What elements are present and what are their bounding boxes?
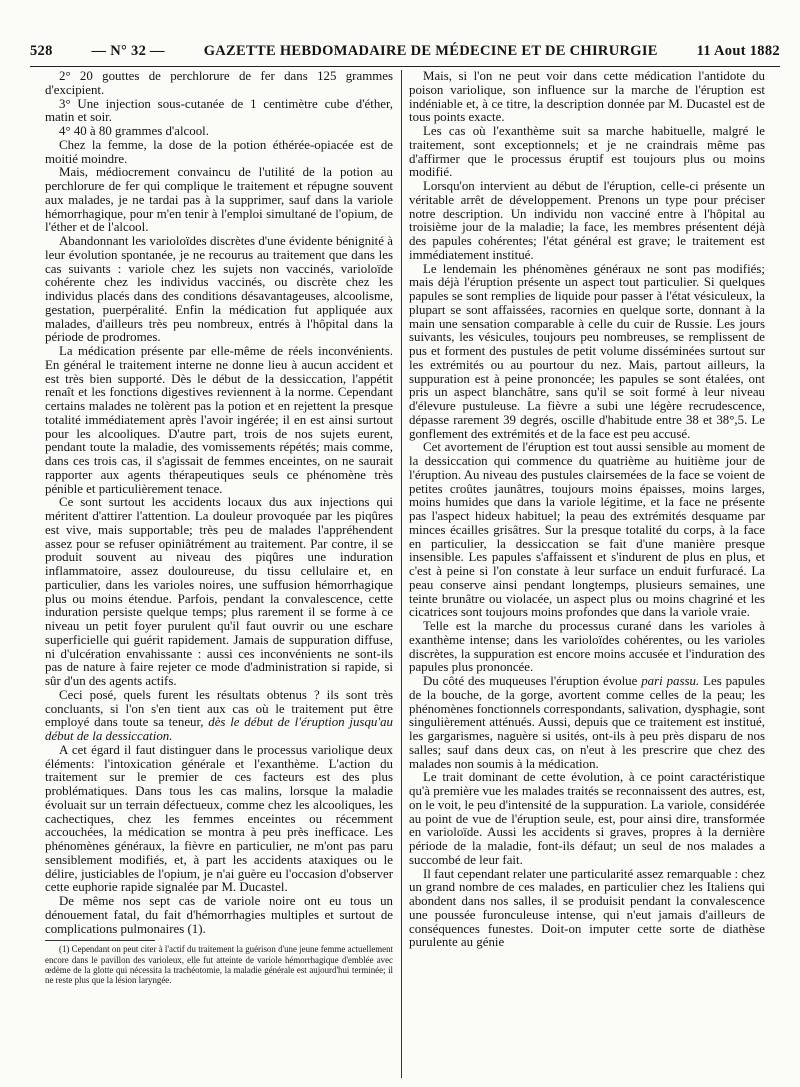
- paragraph: Chez la femme, la dose de la potion éthérée-opiacée est de moitié moindre.: [45, 137, 393, 166]
- paragraph-text: Ceci posé, quels furent les résultats obtenus ? ils sont très concluants, si l'on s'en tient aux cas où le traitement put être employé dans toute sa teneur,: [45, 687, 393, 730]
- emphasis-text: pari passu.: [641, 674, 700, 688]
- paragraph: A cet égard il faut distinguer dans le processus variolique deux éléments: l'intoxication générale et l'exanthème. L'action du traitement sur le premier de ces facteurs est des plus problématiques. Dans tous les cas malins, lorsque la maladie évoluait sur un terrain défectueux, comme chez les alcooliques, les cachectiques, chez les femmes enceintes ou récemment accouchées, la médication se montra à peu près inefficace. Les phénomènes généraux, la fièvre en particulier, ne m'ont pas paru sensiblement modifiés, et, à part les accidents ataxiques ou le délire, justiciables de l'opium, je n'ai guère eu l'occasion d'observer cette euphorie rapide signalée par M. Ducastel.: [45, 742, 393, 895]
- paragraph: Ce sont surtout les accidents locaux dus aux injections qui méritent d'attirer l'attention. La douleur provoquée par les piqûres est vive, mais supportable; très peu de malades l'appréhendent assez pour se refuser opiniâtrément au traitement. Par contre, il se produit souvent au niveau des piqûres une induration inflammatoire, assez douloureuse, du tissu cellulaire et, en particulier, dans les varioles noires, une suffusion hémorrhagique plus ou moins étendue. Parfois, pendant la convalescence, cette induration persiste quelque temps; plus rarement il se forme à ce niveau un petit foyer purulent qu'il faut ouvrir ou une eschare superficielle qui guérit rapidement. Jamais de suppuration diffuse, ni d'ulcération envahissante : aussi ces inconvénients ne sont-ils pas de nature à faire rejeter ce mode d'administration si rapide, si sûr d'un des agents actifs.: [45, 495, 393, 688]
- paragraph: Abandonnant les varioloïdes discrètes d'une évidente bénignité à leur évolution spontanée, je ne recourus au traitement que dans les cas suivants : variole chez les sujets non vaccinés, varioloïde cohérente chez les individus vaccinés, ou discrète chez les individus placés dans des conditions désavantageuses, alcoolisme, gestation, puerpéralité. Enfin la médication fut appliquée aux malades, d'ailleurs très peu nombreux, entrés à l'hôpital dans la période de prodromes.: [45, 234, 393, 345]
- paragraph: Lorsqu'on intervient au début de l'éruption, celle-ci présente un véritable arrêt de développement. Prenons un type pour préciser notre description. Un individu non vacciné entre à l'hôpital au troisième jour de la maladie; la face, les membres présentent déjà des papules cohérentes; l'état général est grave; le traitement est immédiatement institué.: [409, 179, 765, 262]
- paragraph-text: Les papules de la bouche, de la gorge, avortent comme celles de la peau; les phénomènes fonctionnels correspondants, salivation, dysphagie, sont singulièrement atténués. Aussi, depuis que ce traitement est institué, les gargarismes, naguère si usités, ont-ils à peu près disparu de nos salles; sauf dans deux cas, on n'eut à les prescrire que chez des malades non soumis à la médication.: [409, 674, 765, 771]
- page-header: [30, 43, 780, 65]
- issue-number: — N° 32 —: [91, 43, 165, 59]
- paragraph: La médication présente par elle-même de réels inconvénients. En général le traitement interne ne donne lieu à aucun accident et est très bien supporté. Dès le début de la dessiccation, l'appétit renaît et les fonctions digestives reviennent à la norme. Cependant certains malades ne tolèrent pas la potion et en rejettent la presque totalité immédiatement après l'avoir ingérée; il en est ainsi surtout pour les alcooliques. D'autre part, trois de nos sujets eurent, pendant toute la maladie, des vomissements répétés; mais comme, dans ces trois cas, il s'agissait de femmes enceintes, on ne saurait rapporter aux agents thérapeutiques seuls ce phénomène très pénible et particulièrement tenace.: [45, 344, 393, 496]
- paragraph: Mais, si l'on ne peut voir dans cette médication l'antidote du poison variolique, son influence sur la marche de l'éruption est indéniable et, à ce titre, la description donnée par M. Ducastel est de tous points exacte.: [409, 69, 765, 125]
- paragraph: De même nos sept cas de variole noire ont eu tous un dénouement fatal, du fait d'hémorrhagies multiples et surtout de complications pulmonaires (1).: [45, 894, 393, 936]
- footnote-rule: [45, 940, 155, 941]
- header-rule: [30, 66, 780, 67]
- paragraph: [45, 689, 393, 744]
- paragraph: 3° Une injection sous-cutanée de 1 centimètre cube d'éther, matin et soir.: [45, 96, 393, 125]
- footnote: (1) Cependant on peut citer à l'actif du traitement la guérison d'une jeune femme actuellement encore dans le pavillon des varioleux, elle fut atteinte de variole hémorrhagique d'emblée avec œdème de la glotte qui nécessita la trachéotomie, la maladie générale est aujourd'hui terminée; il ne reste plus que la lésion laryngée.: [45, 944, 393, 986]
- paragraph: 4° 40 à 80 grammes d'alcool.: [59, 124, 209, 138]
- paragraph-text: Du côté des muqueuses l'éruption évolue: [423, 674, 638, 688]
- journal-title: GAZETTE HEBDOMADAIRE DE MÉDECINE ET DE CHIRURGIE: [203, 43, 658, 59]
- right-column: [409, 70, 765, 950]
- paragraph: Telle est la marche du processus curané dans les varioles à exanthème intense; dans les varioloïdes cohérentes, ou les varioles discrètes, la suppuration est encore moins accusée et l'induration des papules plus prononcée.: [409, 619, 765, 675]
- paragraph: Il faut cependant relater une particularité assez remarquable : chez un grand nombre de ces malades, en particulier chez les Italiens qui abondent dans nos salles, il se produisit pendant la convalescence une poussée furonculeuse intense, qui n'eut jamais d'ailleurs de conséquences funestes. Doit-on imputer cette sorte de diathèse purulente au génie: [409, 866, 765, 950]
- paragraph: 2° 20 gouttes de perchlorure de fer dans 125 grammes d'excipient.: [45, 69, 393, 97]
- paragraph: Mais, médiocrement convaincu de l'utilité de la potion au perchlorure de fer qui complique le traitement et répugne souvent aux malades, je ne tardai pas à la supprimer, sauf dans la variole hémorrhagique, pour m'en tenir à l'emploi simultané de l'opium, de l'éther et de l'alcool.: [45, 165, 393, 235]
- paragraph: Le lendemain les phénomènes généraux ne sont pas modifiés; mais déjà l'éruption présente un aspect tout particulier. Si quelques papules se sont remplies de liquide pour passer à l'état vésiculeux, la plupart se sont affaissées, racornies en quelque sorte, donnant à la main une sensation comparable à celle du cuir de Russie. Les jours suivants, les vésicules, toujours peu nombreuses, se remplissent de pus et forment des pustules de petit volume disséminées surtout sur les extrémités ou au pourtour du nez. Mais, partout ailleurs, la suppuration est à peine prononcée; les papules se sont étalées, ont pris un aspect blanchâtre, sans qu'il se soit formé à leur niveau d'élevure pustuleuse. La fièvre a subi une légère recrudescence, dépasse rarement 39 degrés, oscille d'habitude entre 38 et 38°,5. Le gonflement des extrémités et de la face est peu accusé.: [409, 261, 765, 441]
- emphasis-text: dès le début de l'éruption jusqu'au début de la dessiccation.: [45, 715, 393, 743]
- paragraph: Les cas où l'exanthème suit sa marche habituelle, malgré le traitement, sont exceptionnels; et je ne craindrais même pas d'affirmer que le processus éruptif est toujours plus ou moins modifié.: [409, 124, 765, 180]
- paragraph: Le trait dominant de cette évolution, à ce point caractéristique qu'à première vue les malades traités se reconnaissent des autres, est, on le voit, le peu d'intensité de la suppuration. La variole, considérée au point de vue de l'éruption seule, est, pour ainsi dire, transformée en varioloïde. Aussi les accidents si graves, propres à la dernière période de la maladie, font-ils défaut; un seul de nos malades a succombé de leur fait.: [409, 770, 765, 867]
- paragraph: [409, 675, 765, 771]
- left-column: [45, 70, 393, 986]
- paragraph: Cet avortement de l'éruption est tout aussi sensible au moment de la dessiccation qui commence du quatrième au huitième jour de l'éruption. Au niveau des pustules clairsemées de la face se voient de petites croûtes jaunâtres, toujours moins épaisses, moins larges, moins humides que dans la variole légitime, et la face ne présente pas l'aspect hideux habituel; la peau des extrémités desquame par minces écailles grisâtres. Sur la presque totalité du corps, à la face en particulier, la dessiccation se fait d'une manière presque insensible. Les papules s'affaissent et s'indurent de plus en plus, et c'est à peine si l'on constate à leur surface un enduit furfuracé. La peau conserve ainsi pendant longtemps, plusieurs semaines, une teinte brunâtre ou violacée, un aspect plus ou moins chagriné et les cicatrices sont toujours moins profondes que dans la variole vraie.: [409, 440, 765, 620]
- page-number: 528: [30, 43, 53, 59]
- column-divider: [401, 70, 402, 1078]
- issue-date: 11 Aout 1882: [696, 43, 780, 59]
